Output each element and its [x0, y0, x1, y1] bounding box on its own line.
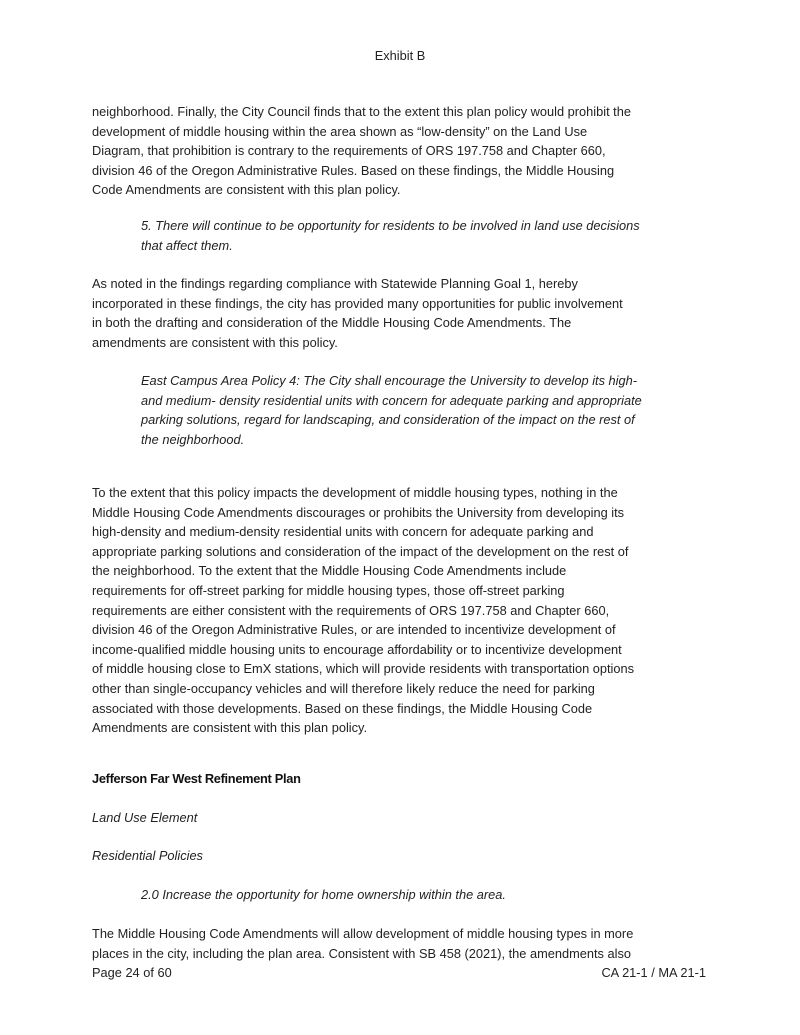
text-line: The Middle Housing Code Amendments will allow development of middle housing types in more: [92, 926, 634, 941]
text-line: Land Use Element: [92, 810, 198, 825]
text-line: the neighborhood. To the extent that the Middle Housing Code Amendments include: [92, 563, 567, 579]
text-line: Jefferson Far West Refinement Plan: [92, 771, 301, 786]
subheading-residential-policies: [92, 846, 203, 866]
text-line: the neighborhood.: [141, 431, 245, 447]
text-line: As noted in the findings regarding compliance with Statewide Planning Goal 1, hereby: [92, 276, 578, 291]
text-line: income-qualified middle housing units to encourage affordability or to incentivize development: [92, 641, 622, 657]
text-line: and medium- density residential units with concern for adequate parking and appropriate: [141, 392, 642, 408]
text-line: Residential Policies: [92, 848, 203, 863]
document-reference: CA 21-1 / MA 21-1: [601, 965, 706, 980]
paragraph-parking-findings: [92, 483, 634, 738]
text-line: Code Amendments are consistent with this plan policy.: [92, 182, 401, 198]
text-line: requirements for off-street parking for middle housing types, those off-street parking: [92, 582, 565, 598]
text-line: division 46 of the Oregon Administrative Rules. Based on these findings, the Middle Housing: [92, 162, 615, 178]
paragraph-home-ownership: [92, 924, 633, 963]
text-line: appropriate parking solutions and consideration of the impact of the development on the rest of: [92, 543, 629, 559]
page-header: Exhibit B: [374, 48, 426, 63]
section-heading: [92, 769, 301, 789]
text-line: in both the drafting and consideration of the Middle Housing Code Amendments. The: [92, 315, 572, 331]
text-line: that affect them.: [141, 237, 233, 253]
text-line: To the extent that this policy impacts the development of middle housing types, nothing in the: [92, 485, 618, 500]
text-line: Amendments are consistent with this plan policy.: [92, 720, 368, 736]
text-line: parking solutions, regard for landscaping, and consideration of the impact on the rest of: [141, 412, 635, 428]
text-line: division 46 of the Oregon Administrative Rules, or are intended to incentivize development of: [92, 622, 616, 638]
policy-quote-east-campus: [141, 371, 642, 449]
subheading-land-use-element: [92, 808, 197, 828]
text-line: places in the city, including the plan area. Consistent with SB 458 (2021), the amendments also: [92, 945, 631, 961]
text-line: East Campus Area Policy 4: The City shall encourage the University to develop its high-: [141, 373, 637, 388]
text-line: 5. There will continue to be opportunity for residents to be involved in land use decisions: [141, 218, 640, 233]
text-line: Middle Housing Code Amendments discourages or prohibits the University from developing its: [92, 504, 625, 520]
text-line: incorporated in these findings, the city has provided many opportunities for public involvement: [92, 295, 623, 311]
page-number: Page 24 of 60: [92, 965, 172, 980]
text-line: other than single-occupancy vehicles and will therefore likely reduce the need for parking: [92, 680, 595, 696]
text-line: associated with those developments. Based on these findings, the Middle Housing Code: [92, 700, 593, 716]
text-line: development of middle housing within the area shown as “low-density” on the Land Use: [92, 123, 588, 139]
text-line: Diagram, that prohibition is contrary to the requirements of ORS 197.758 and Chapter 660,: [92, 143, 606, 159]
paragraph-findings-low-density: [92, 102, 631, 200]
text-line: amendments are consistent with this policy.: [92, 334, 338, 350]
policy-quote-2-0: [141, 885, 506, 905]
text-line: high-density and medium-density residential units with concern for adequate parking and: [92, 524, 594, 540]
text-line: requirements are either consistent with the requirements of ORS 197.758 and Chapter 660,: [92, 602, 610, 618]
paragraph-public-involvement: [92, 274, 623, 352]
text-line: of middle housing close to EmX stations, which will provide residents with transportation options: [92, 661, 635, 677]
policy-quote-5: [141, 216, 640, 255]
text-line: neighborhood. Finally, the City Council finds that to the extent this plan policy would prohibit the: [92, 104, 631, 119]
text-line: 2.0 Increase the opportunity for home ownership within the area.: [141, 887, 506, 902]
